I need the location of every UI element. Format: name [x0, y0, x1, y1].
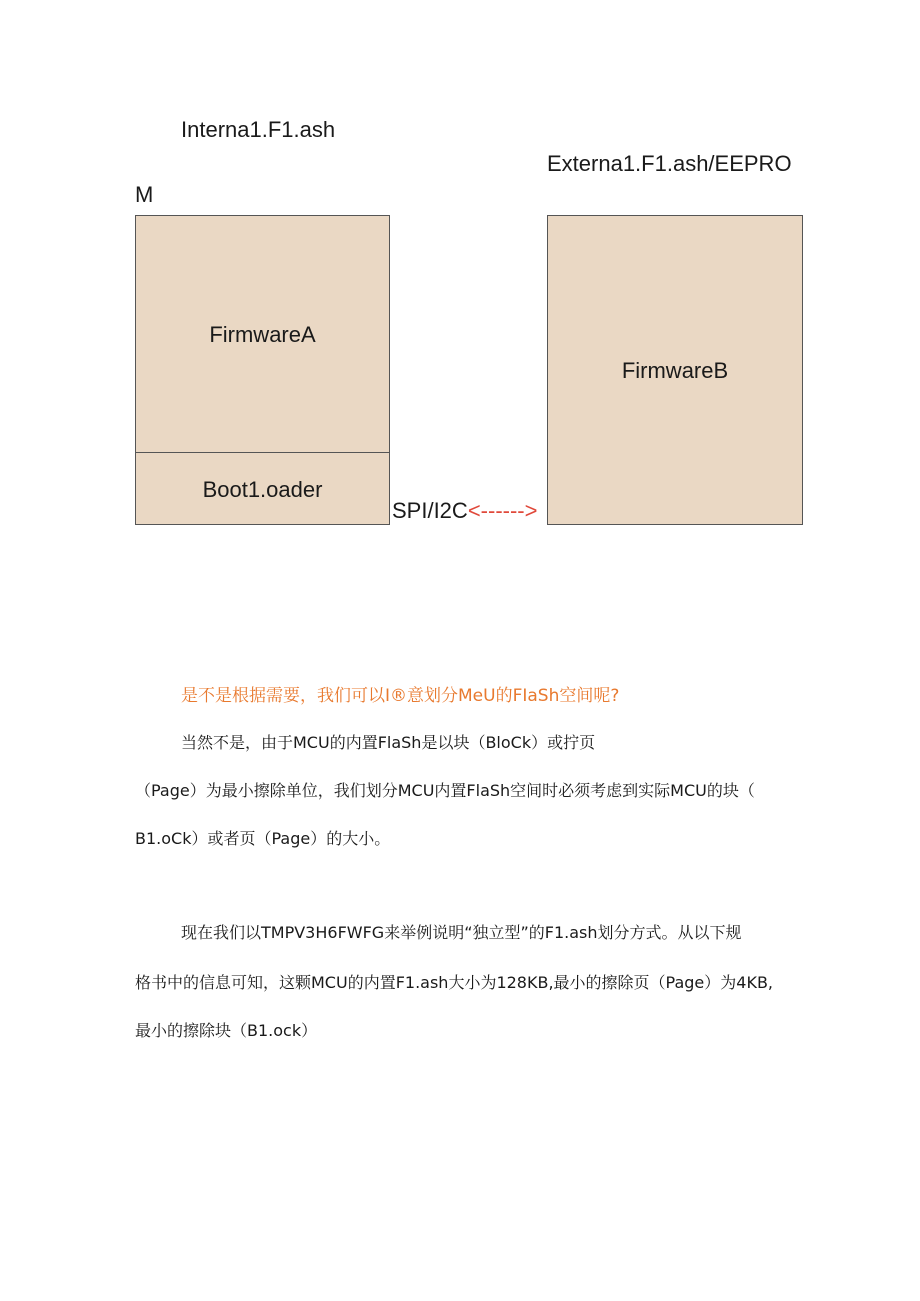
firmware-b-block [547, 215, 803, 525]
bootloader-label: Boot1.oader [202, 477, 323, 502]
firmware-b-label: FirmwareB [621, 358, 729, 383]
external-flash-title-wrap: M [135, 182, 154, 207]
external-flash-title: Externa1.F1.ash/EEPRO [547, 151, 792, 176]
bidirectional-arrow: <------> [467, 498, 538, 523]
paragraph-1-line-3: B1.oCk）或者页（Page）的大小。 [135, 829, 391, 848]
bus-connection [392, 498, 537, 524]
bootloader-block [135, 452, 390, 525]
paragraph-1-line-2: （Page）为最小擦除单位，我们划分MCU内置FlaSh空间时必须考虑到实际MCU的块（ [135, 781, 755, 800]
internal-flash-title: Interna1.F1.ash [181, 117, 336, 142]
firmware-a-block [135, 215, 390, 453]
paragraph-2-line-2: 格书中的信息可知，这颗MCU的内置F1.ash大小为128KB,最小的擦除页（Page）为4KB, [135, 973, 774, 992]
question-heading: 是不是根据需要，我们可以I®意划分MeU的FIaSh空间呢? [181, 686, 620, 706]
firmware-a-label: FirmwareA [209, 322, 316, 347]
paragraph-2-line-1: 现在我们以TMPV3H6FWFG来举例说明“独立型”的F1.ash划分方式。从以下规 [181, 923, 742, 942]
paragraph-2-line-3: 最小的擦除块（B1.ock） [135, 1021, 318, 1040]
bus-label: SPI/I2C [392, 498, 468, 523]
paragraph-1-line-1: 当然不是，由于MCU的内置FlaSh是以块（BloCk）或拧页 [181, 733, 596, 752]
